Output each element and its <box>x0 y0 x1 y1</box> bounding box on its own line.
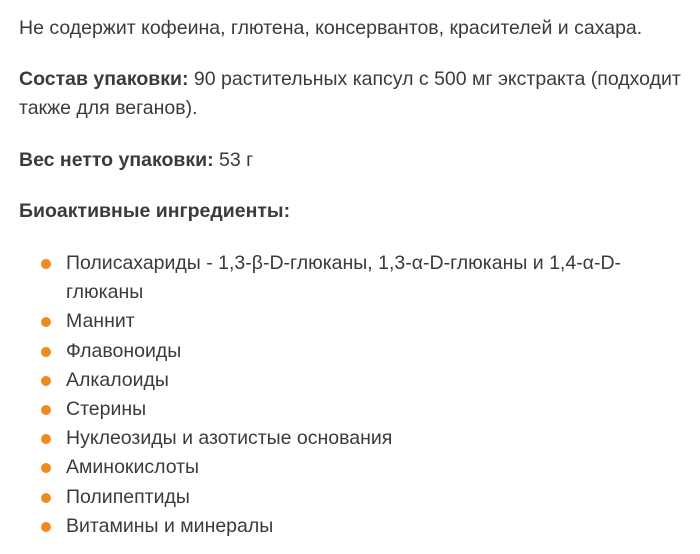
list-item <box>66 249 689 307</box>
package-text: 90 растительных капсул с 500 мг экстракта (подходит также для веганов). <box>19 68 681 119</box>
list-item-text: Полипептиды <box>66 485 190 508</box>
bullet-icon <box>41 347 51 357</box>
list-item-text: Стерины <box>66 398 147 421</box>
list-item <box>66 424 689 453</box>
bullet-icon <box>41 405 51 415</box>
weight-label: Вес нетто упаковки: <box>19 149 214 171</box>
bullet-icon <box>41 493 51 503</box>
bullet-icon <box>41 376 51 386</box>
list-item <box>66 395 689 424</box>
package-composition <box>19 65 689 123</box>
package-label: Состав упаковки: <box>19 68 189 90</box>
list-item-text: Маннит <box>66 310 135 333</box>
intro-text: Не содержит кофеина, глютена, консервантов, красителей и сахара. <box>19 17 643 39</box>
bullet-icon <box>41 463 51 473</box>
list-item-text: Полисахариды - 1,3-β-D-глюканы, 1,3-α-D-глюканы и 1,4-α-D-глюканы <box>66 252 622 304</box>
list-item-text: Витамины и минералы <box>66 514 274 537</box>
list-item <box>66 453 689 482</box>
product-description <box>19 14 689 541</box>
ingredients-list <box>19 249 689 541</box>
list-item <box>66 366 689 395</box>
list-item-text: Флавоноиды <box>66 339 182 362</box>
list-item <box>66 307 689 336</box>
list-item-text: Аминокислоты <box>66 456 200 479</box>
bullet-icon <box>41 434 51 444</box>
bullet-icon <box>41 259 51 269</box>
ingredients-heading-label: Биоактивные ингредиенты: <box>19 200 291 222</box>
list-item-text: Нуклеозиды и азотистые основания <box>66 427 393 450</box>
list-item-text: Алкалоиды <box>66 368 169 391</box>
net-weight <box>19 146 689 175</box>
list-item <box>66 512 689 541</box>
list-item <box>66 337 689 366</box>
weight-text: 53 г <box>213 149 254 171</box>
ingredients-heading <box>19 197 689 226</box>
list-item <box>66 483 689 512</box>
bullet-icon <box>41 317 51 327</box>
bullet-icon <box>41 522 51 532</box>
